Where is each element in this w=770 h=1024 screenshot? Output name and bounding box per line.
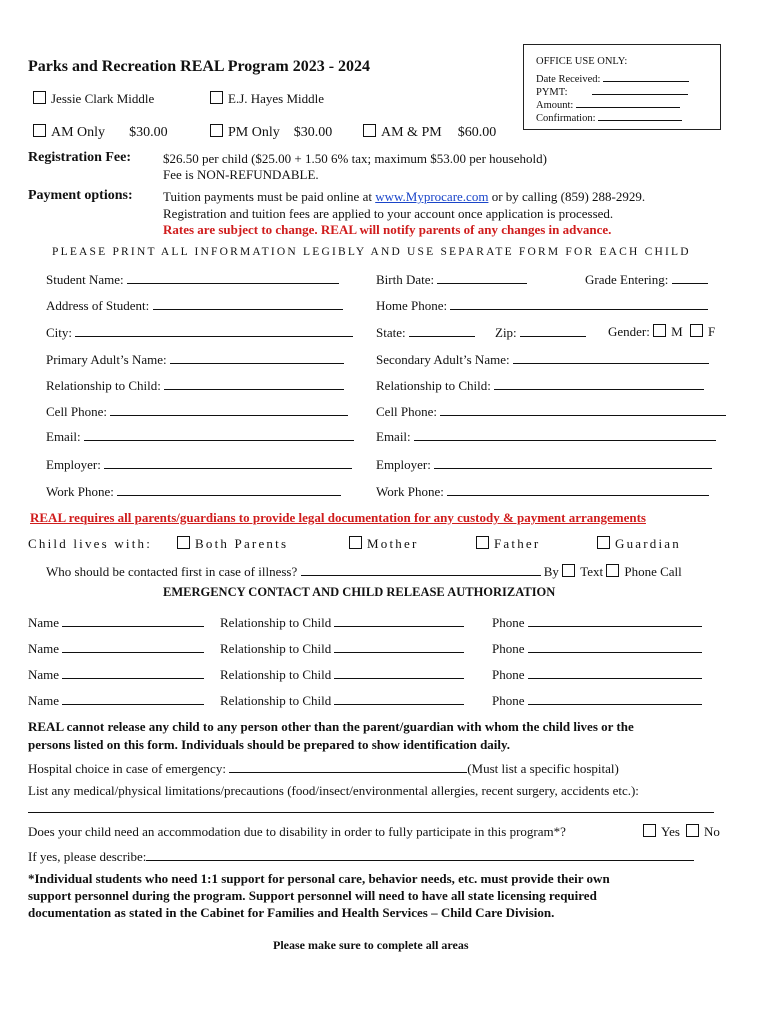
secondary-cell-phone-field[interactable]: Cell Phone: bbox=[376, 403, 726, 420]
birth-date-field[interactable]: Birth Date: bbox=[376, 271, 527, 288]
registration-fee-nonrefundable: Fee is NON-REFUNDABLE. bbox=[163, 167, 319, 182]
registration-fee-label: Registration Fee: bbox=[28, 150, 132, 165]
form-title: Parks and Recreation REAL Program 2023 - 2024 bbox=[28, 58, 371, 75]
checkbox[interactable] bbox=[597, 536, 610, 549]
zip-field[interactable]: Zip: bbox=[495, 324, 586, 341]
print-instructions: PLEASE PRINT ALL INFORMATION LEGIBLY AND USE SEPARATE FORM FOR EACH CHILD bbox=[52, 246, 691, 258]
checkbox[interactable] bbox=[210, 91, 223, 104]
emergency-name-4[interactable]: Name bbox=[28, 692, 204, 709]
emergency-phone-2[interactable]: Phone bbox=[492, 640, 702, 657]
secondary-email-field[interactable]: Email: bbox=[376, 428, 716, 445]
emergency-name-2[interactable]: Name bbox=[28, 640, 204, 657]
primary-work-phone-field[interactable]: Work Phone: bbox=[46, 483, 341, 500]
lives-with-label: Child lives with: bbox=[28, 536, 153, 551]
gender-m-checkbox[interactable] bbox=[653, 324, 666, 337]
student-name-field[interactable]: Student Name: bbox=[46, 271, 339, 288]
student-address-field[interactable]: Address of Student: bbox=[46, 297, 343, 314]
office-pymt[interactable]: PYMT: bbox=[536, 82, 688, 98]
primary-email-field[interactable]: Email: bbox=[46, 428, 354, 445]
secondary-relationship-field[interactable]: Relationship to Child: bbox=[376, 377, 704, 394]
payment-options-line1: Tuition payments must be paid online at www.Myprocare.com or by calling (859) 288-2929. bbox=[163, 189, 646, 204]
secondary-adult-name-field[interactable]: Secondary Adult’s Name: bbox=[376, 351, 709, 368]
describe-field[interactable]: If yes, please describe: bbox=[28, 848, 694, 865]
release-notice-line1: REAL cannot release any child to any person other than the parent/guardian with whom the child lives or the bbox=[28, 719, 634, 734]
grade-entering-field[interactable]: Grade Entering: bbox=[585, 271, 708, 288]
lives-with-guardian[interactable]: Guardian bbox=[597, 536, 681, 552]
custody-notice: REAL requires all parents/guardians to provide legal documentation for any custody & payment arrangements bbox=[30, 510, 646, 525]
support-notice-line1: *Individual students who need 1:1 support for personal care, behavior needs, etc. must provide their own bbox=[28, 871, 610, 886]
primary-employer-field[interactable]: Employer: bbox=[46, 456, 352, 473]
lives-with-father[interactable]: Father bbox=[476, 536, 540, 552]
checkbox[interactable] bbox=[476, 536, 489, 549]
state-field[interactable]: State: bbox=[376, 324, 475, 341]
primary-cell-phone-field[interactable]: Cell Phone: bbox=[46, 403, 348, 420]
support-notice-line3: documentation as stated in the Cabinet for Families and Health Services – Child Care Division. bbox=[28, 905, 555, 920]
myprocare-link[interactable]: www.Myprocare.com bbox=[375, 189, 489, 204]
city-field[interactable]: City: bbox=[46, 324, 353, 341]
secondary-work-phone-field[interactable]: Work Phone: bbox=[376, 483, 709, 500]
gender-field: Gender: M F bbox=[608, 324, 716, 339]
medical-limitations-label: List any medical/physical limitations/precautions (food/insect/environmental allergies, recent surgery, accidents etc.): bbox=[28, 783, 639, 798]
support-notice-line2: support personnel during the program. Support personnel will need to have all state licensing required bbox=[28, 888, 597, 903]
session-am-only[interactable]: AM Only $30.00 bbox=[33, 124, 168, 141]
checkbox[interactable] bbox=[210, 124, 223, 137]
school-checkbox-ej-hayes[interactable]: E.J. Hayes Middle bbox=[210, 91, 324, 107]
primary-adult-name-field[interactable]: Primary Adult’s Name: bbox=[46, 351, 344, 368]
school-checkbox-jessie-clark[interactable]: Jessie Clark Middle bbox=[33, 91, 154, 107]
text-checkbox[interactable] bbox=[562, 564, 575, 577]
registration-fee-text: $26.50 per child ($25.00 + 1.50 6% tax; maximum $53.00 per household) bbox=[163, 151, 547, 166]
gender-f-checkbox[interactable] bbox=[690, 324, 703, 337]
medical-limitations-line[interactable] bbox=[28, 812, 714, 813]
office-use-heading: OFFICE USE ONLY: bbox=[536, 56, 628, 67]
rates-notice: Rates are subject to change. REAL will notify parents of any changes in advance. bbox=[163, 222, 612, 237]
release-notice-line2: persons listed on this form. Individuals should be prepared to show identification daily. bbox=[28, 737, 511, 752]
checkbox[interactable] bbox=[33, 124, 46, 137]
primary-relationship-field[interactable]: Relationship to Child: bbox=[46, 377, 344, 394]
accommodation-question: Does your child need an accommodation due to disability in order to fully participate in this program*? bbox=[28, 824, 566, 839]
emergency-relationship-2[interactable]: Relationship to Child bbox=[220, 640, 464, 657]
session-pm-only[interactable]: PM Only $30.00 bbox=[210, 124, 332, 141]
emergency-phone-4[interactable]: Phone bbox=[492, 692, 702, 709]
accommodation-yes[interactable]: Yes bbox=[643, 824, 680, 840]
secondary-employer-field[interactable]: Employer: bbox=[376, 456, 712, 473]
footer-note: Please make sure to complete all areas bbox=[273, 938, 469, 952]
checkbox[interactable] bbox=[33, 91, 46, 104]
payment-options-line2: Registration and tuition fees are applied to your account once application is processed. bbox=[163, 206, 614, 221]
emergency-phone-3[interactable]: Phone bbox=[492, 666, 702, 683]
payment-options-label: Payment options: bbox=[28, 188, 133, 203]
checkbox[interactable] bbox=[363, 124, 376, 137]
emergency-name-3[interactable]: Name bbox=[28, 666, 204, 683]
emergency-relationship-4[interactable]: Relationship to Child bbox=[220, 692, 464, 709]
hospital-choice-field[interactable]: Hospital choice in case of emergency: (Must list a specific hospital) bbox=[28, 761, 619, 776]
office-date-received[interactable]: Date Received: bbox=[536, 69, 689, 85]
phone-call-checkbox[interactable] bbox=[606, 564, 619, 577]
office-amount[interactable]: Amount: bbox=[536, 95, 680, 111]
emergency-relationship-3[interactable]: Relationship to Child bbox=[220, 666, 464, 683]
emergency-phone-1[interactable]: Phone bbox=[492, 614, 702, 631]
office-use-box bbox=[523, 44, 721, 130]
checkbox[interactable] bbox=[177, 536, 190, 549]
checkbox[interactable] bbox=[686, 824, 699, 837]
emergency-relationship-1[interactable]: Relationship to Child bbox=[220, 614, 464, 631]
accommodation-no[interactable]: No bbox=[686, 824, 720, 840]
emergency-name-1[interactable]: Name bbox=[28, 614, 204, 631]
home-phone-field[interactable]: Home Phone: bbox=[376, 297, 708, 314]
session-am-pm[interactable]: AM & PM $60.00 bbox=[363, 124, 496, 141]
emergency-heading: EMERGENCY CONTACT AND CHILD RELEASE AUTHORIZATION bbox=[163, 585, 556, 599]
lives-with-both-parents[interactable]: Both Parents bbox=[177, 536, 288, 552]
checkbox[interactable] bbox=[643, 824, 656, 837]
office-confirmation[interactable]: Confirmation: bbox=[536, 108, 682, 124]
illness-contact-field[interactable]: Who should be contacted first in case of illness? By Text Phone Call bbox=[46, 564, 682, 579]
checkbox[interactable] bbox=[349, 536, 362, 549]
lives-with-mother[interactable]: Mother bbox=[349, 536, 418, 552]
